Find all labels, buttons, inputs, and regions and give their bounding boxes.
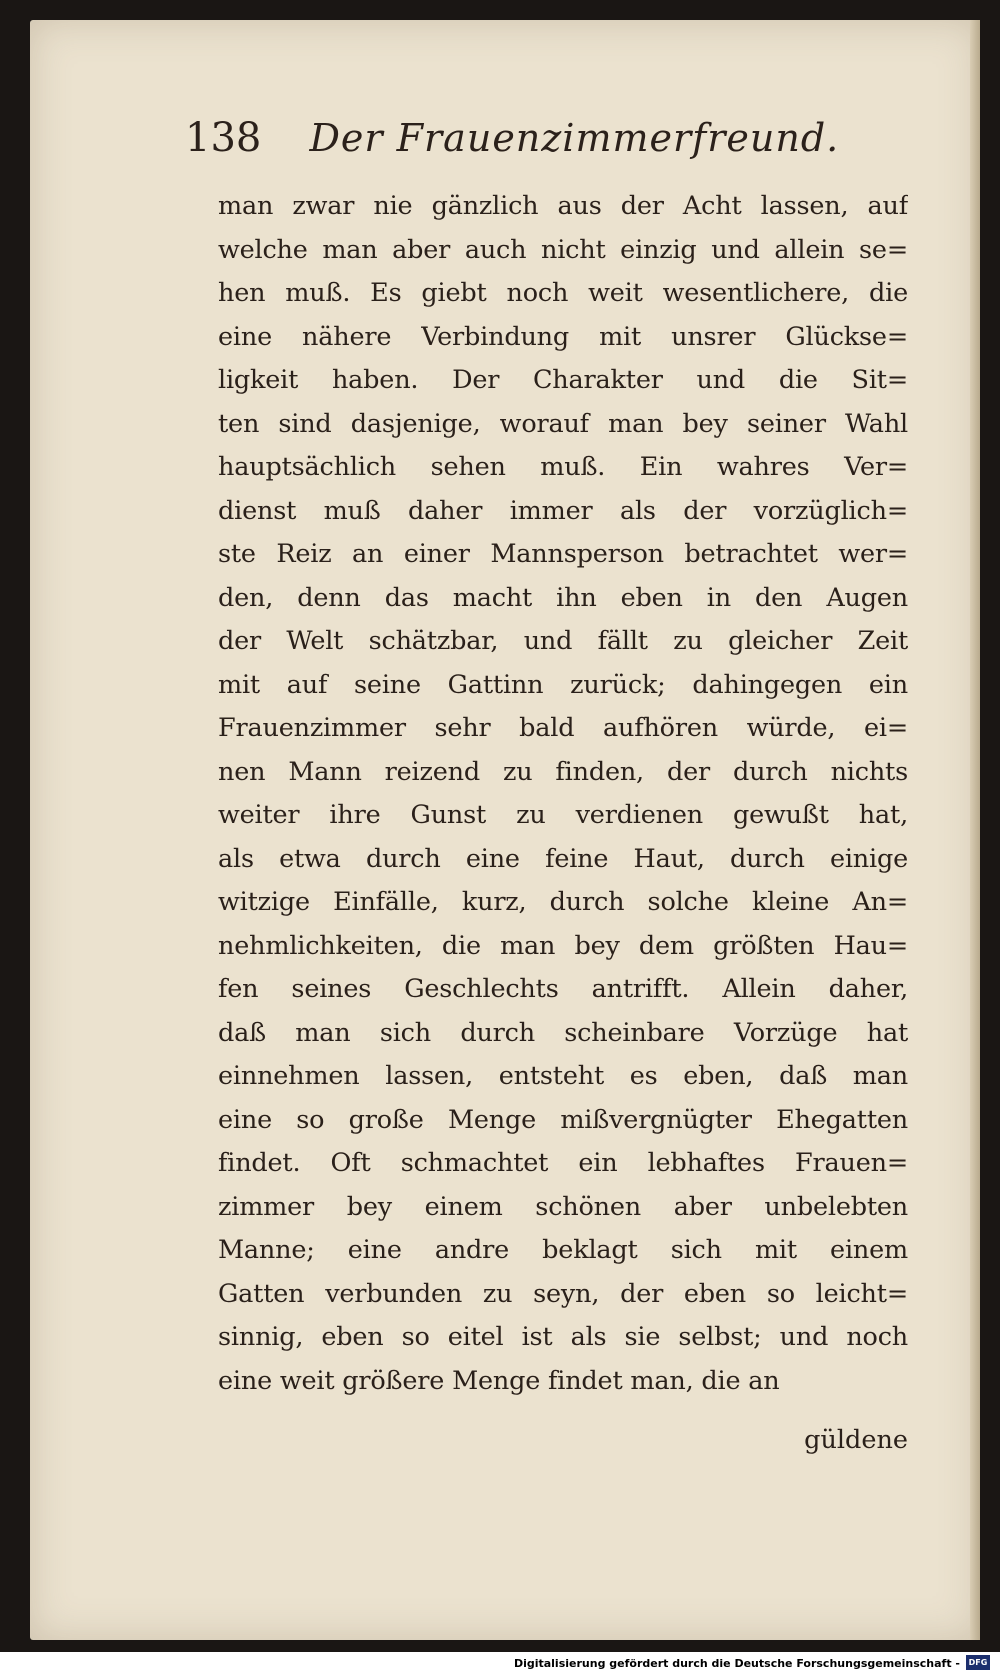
text-line: eine nähere Verbindung mit unsrer Glückse= xyxy=(218,321,908,352)
text-line: witzige Einfälle, kurz, durch solche kleine An= xyxy=(218,887,908,917)
text-line: einnehmen lassen, entsteht es eben, daß man xyxy=(218,1061,908,1091)
text-line: ten sind dasjenige, worauf man bey seiner Wahl xyxy=(218,408,908,439)
dfg-logo: DFG xyxy=(966,1655,990,1670)
page-edge xyxy=(970,20,980,1640)
text-line: Frauenzimmer sehr bald aufhören würde, ei= xyxy=(218,713,908,743)
text-line: hen muß. Es giebt noch weit wesentlichere, die xyxy=(218,278,908,308)
text-line: man zwar nie gänzlich aus der Acht lassen, auf xyxy=(218,191,908,221)
text-line: Manne; eine andre beklagt sich mit einem xyxy=(218,1235,908,1265)
text-line: eine weit größere Menge findet man, die an xyxy=(218,1365,780,1396)
text-line: welche man aber auch nicht einzig und allein se= xyxy=(218,234,908,265)
text-line: fen seines Geschlechts antrifft. Allein daher, xyxy=(218,974,908,1004)
text-line: hauptsächlich sehen muß. Ein wahres Ver= xyxy=(218,452,908,482)
text-line: zimmer bey einem schönen aber unbelebten xyxy=(218,1191,908,1222)
text-line: ste Reiz an einer Mannsperson betrachtet wer= xyxy=(218,539,908,569)
text-line: sinnig, eben so eitel ist als sie selbst; und noch xyxy=(218,1322,908,1352)
text-line: findet. Oft schmachtet ein lebhaftes Frauen= xyxy=(218,1148,908,1178)
text-line: ligkeit haben. Der Charakter und die Sit= xyxy=(218,365,908,395)
text-line: nen Mann reizend zu finden, der durch nichts xyxy=(218,756,908,787)
text-line: eine so große Menge mißvergnügter Ehegatten xyxy=(218,1104,908,1135)
text-line: daß man sich durch scheinbare Vorzüge hat xyxy=(218,1017,908,1048)
catchword: güldene xyxy=(804,1425,908,1455)
text-line: nehmlichkeiten, die man bey dem größten Hau= xyxy=(218,930,908,961)
text-line: mit auf seine Gattinn zurück; dahingegen ein xyxy=(218,669,908,700)
text-line: Gatten verbunden zu seyn, der eben so leicht= xyxy=(218,1278,908,1309)
page-number: 138 xyxy=(185,115,262,161)
text-line: der Welt schätzbar, und fällt zu gleicher Zeit xyxy=(218,626,908,656)
page-header xyxy=(185,115,840,175)
body-text xyxy=(218,185,908,1403)
text-line: dienst muß daher immer als der vorzüglich= xyxy=(218,495,908,526)
text-line: den, denn das macht ihn eben in den Augen xyxy=(218,582,908,613)
digitization-credit: Digitalisierung gefördert durch die Deutsche Forschungsgemeinschaft - xyxy=(513,1657,960,1670)
text-line: als etwa durch eine feine Haut, durch einige xyxy=(218,843,908,874)
running-head: Der Frauenzimmerfreund. xyxy=(309,116,840,160)
text-line: weiter ihre Gunst zu verdienen gewußt hat, xyxy=(218,800,908,830)
